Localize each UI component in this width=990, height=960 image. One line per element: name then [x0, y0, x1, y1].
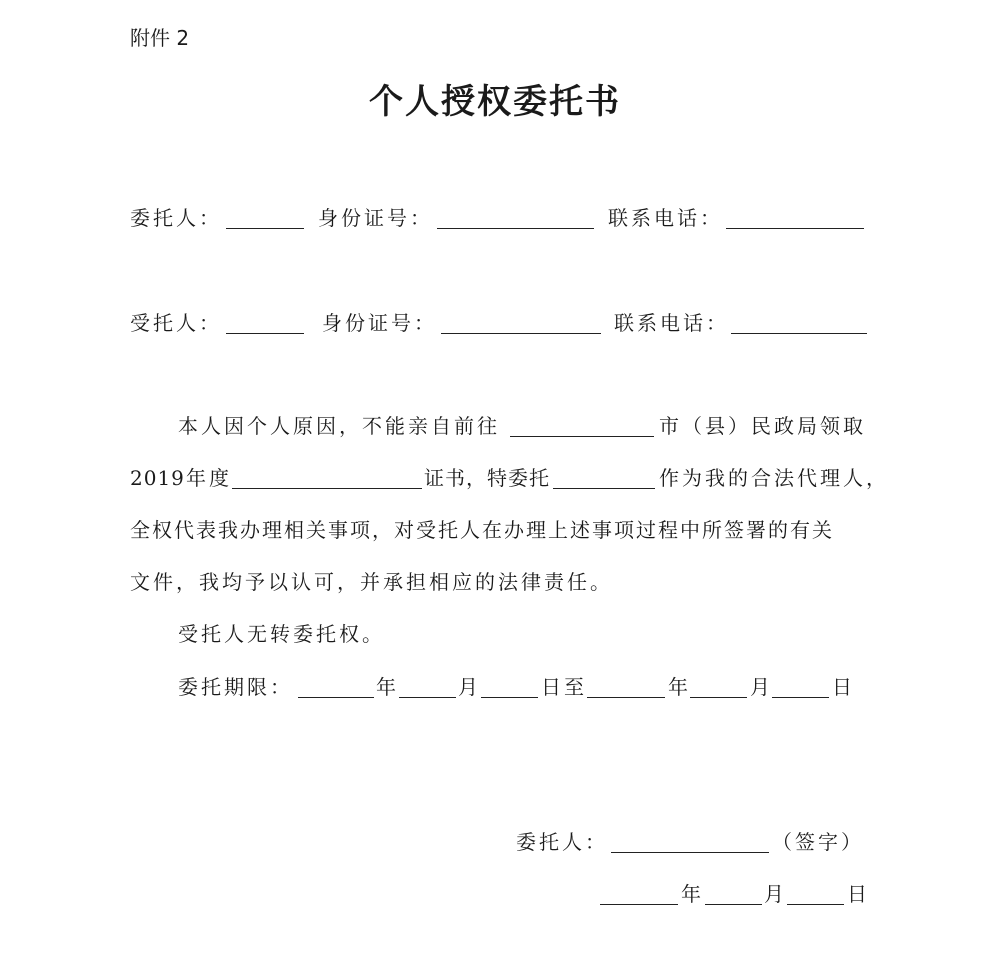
start-month-unit: 月	[458, 675, 481, 699]
end-year-field[interactable]	[587, 697, 665, 698]
certificate-type-field[interactable]	[232, 488, 422, 489]
agent-phone-label: 联系电话：	[614, 311, 729, 335]
principal-phone-field[interactable]	[726, 228, 864, 229]
body-line2-tail: 作为我的合法代理人，	[659, 466, 889, 490]
sign-month-field[interactable]	[705, 904, 762, 905]
annex-label: 附件 2	[130, 26, 190, 50]
body-line1-tail: 市（县）民政局领取	[659, 414, 866, 438]
no-transfer-clause: 受托人无转委托权。	[178, 622, 385, 646]
body-line3: 全权代表我办理相关事项，对受托人在办理上述事项过程中所签署的有关	[130, 518, 834, 542]
end-day-field[interactable]	[772, 697, 829, 698]
principal-phone-label: 联系电话：	[608, 206, 723, 230]
principal-name-field[interactable]	[226, 228, 304, 229]
delegate-field[interactable]	[553, 488, 655, 489]
sign-year-unit: 年	[681, 882, 704, 906]
principal-name-label: 委托人：	[130, 206, 222, 230]
end-month-unit: 月	[750, 675, 773, 699]
document-title: 个人授权委托书	[369, 82, 621, 122]
body-line2-cert: 证书，特委托	[424, 466, 550, 490]
sign-year-field[interactable]	[600, 904, 678, 905]
body-line4: 文件，我均予以认可，并承担相应的法律责任。	[130, 570, 613, 594]
sign-month-unit: 月	[764, 882, 787, 906]
signature-principal-label: 委托人：	[516, 830, 608, 854]
end-year-unit: 年	[668, 675, 691, 699]
sign-day-field[interactable]	[787, 904, 844, 905]
start-day-to: 日至	[541, 675, 587, 699]
start-month-field[interactable]	[399, 697, 456, 698]
year-degree-label: 年度	[186, 466, 232, 490]
year-number: 2019	[130, 466, 185, 490]
agent-id-label: 身份证号：	[322, 311, 437, 335]
sign-note: （签字）	[772, 830, 864, 854]
agent-name-field[interactable]	[226, 333, 304, 334]
principal-id-label: 身份证号：	[318, 206, 433, 230]
city-field[interactable]	[510, 436, 654, 437]
sign-day-unit: 日	[847, 882, 870, 906]
start-day-field[interactable]	[481, 697, 538, 698]
period-label: 委托期限：	[178, 675, 293, 699]
principal-id-field[interactable]	[437, 228, 594, 229]
agent-id-field[interactable]	[441, 333, 601, 334]
body-line1-text: 本人因个人原因，不能亲自前往	[178, 414, 500, 438]
end-day-unit: 日	[832, 675, 855, 699]
agent-name-label: 受托人：	[130, 311, 222, 335]
end-month-field[interactable]	[690, 697, 747, 698]
signature-field[interactable]	[611, 852, 769, 853]
start-year-field[interactable]	[298, 697, 374, 698]
agent-phone-field[interactable]	[731, 333, 867, 334]
start-year-unit: 年	[376, 675, 399, 699]
